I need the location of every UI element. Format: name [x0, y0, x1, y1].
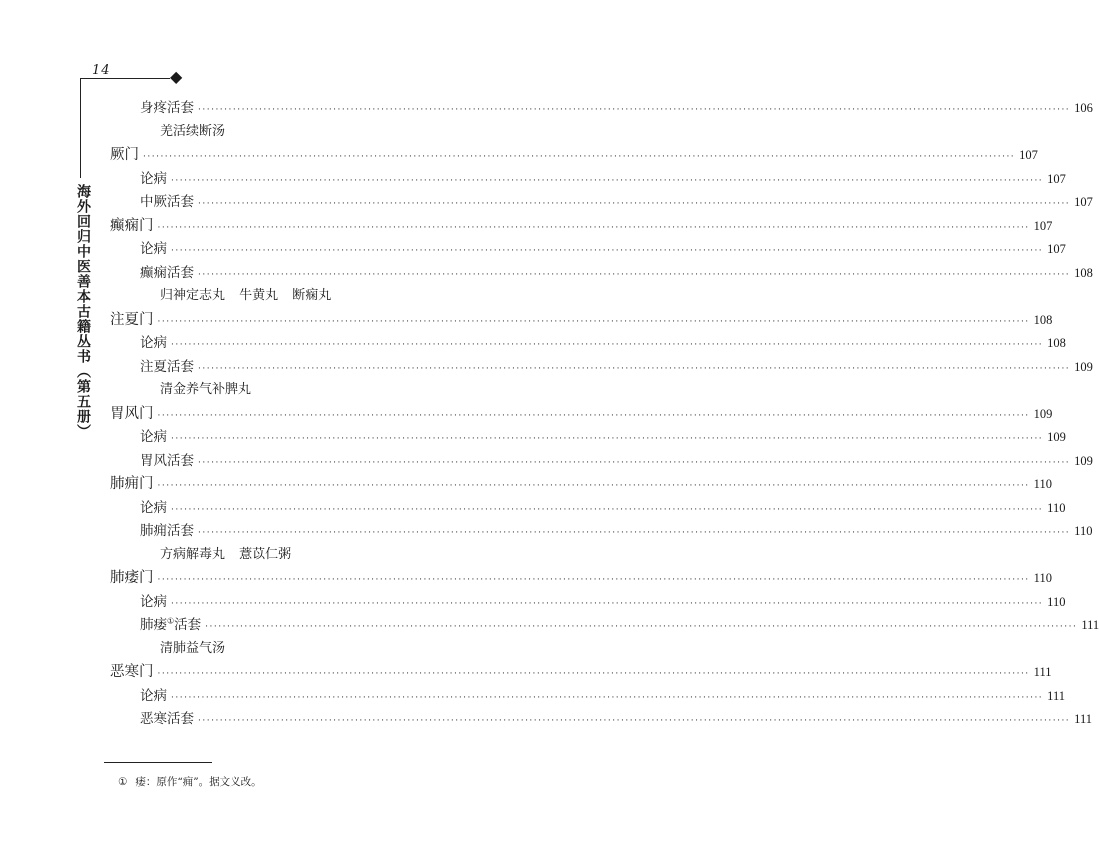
toc-label: 胃风门: [110, 405, 154, 422]
toc-entry-row: [140, 684, 1065, 706]
toc-page-number: 107: [1033, 218, 1053, 233]
footnote-rule: [104, 762, 212, 763]
leader-dots: ········································································································································································································: [143, 152, 1016, 162]
formula-line: 方病解毒丸 薏苡仁粥: [160, 546, 292, 562]
toc-label: 中厥活套: [140, 194, 194, 210]
toc-label: 论病: [140, 429, 167, 445]
leader-dots: ········································································································································································································: [171, 340, 1044, 350]
toc-entry-row: [140, 449, 1093, 471]
toc-page-number: 110: [1033, 571, 1052, 585]
toc-section-row: [110, 214, 1053, 236]
leader-dots: ········································································································································································································: [157, 316, 1030, 327]
leader-dots: ········································································································································································································: [198, 105, 1071, 115]
toc-entry-row: [140, 190, 1093, 212]
toc-entry-row: [140, 425, 1066, 447]
toc-label: 身疼活套: [140, 100, 194, 116]
toc-section-row: [110, 308, 1053, 330]
toc-section-row: [110, 472, 1052, 494]
toc-label: 论病: [140, 170, 167, 187]
formula-line: 清肺益气汤: [160, 640, 226, 656]
toc-label: 胃风活套: [140, 452, 194, 469]
footnote: [118, 774, 262, 789]
diamond-ornament-icon: ◆: [170, 67, 183, 86]
toc-page-number: 108: [1047, 336, 1066, 350]
toc-page-number: 108: [1033, 312, 1053, 327]
toc-page-number: 106: [1074, 101, 1093, 115]
formula-line: 清金养气补脾丸: [160, 382, 252, 397]
toc-section-row: [110, 402, 1053, 424]
formula-line: 归神定志丸 牛黄丸 断痫丸: [160, 288, 332, 303]
leader-dots: ········································································································································································································: [198, 199, 1071, 209]
toc-label: 恶寒活套: [140, 711, 194, 727]
toc-label: 论病: [140, 687, 167, 704]
side-title: 海外回归中医善本古籍丛书（第五册）: [75, 184, 91, 439]
toc-page-number: 110: [1047, 594, 1066, 609]
toc-label: 肺痈活套: [140, 523, 194, 539]
formula-line: 羌活续断汤: [160, 123, 226, 139]
toc-entry-row: [140, 590, 1066, 612]
leader-dots: ········································································································································································································: [171, 504, 1044, 515]
toc-entry-row: [140, 496, 1066, 518]
toc-page-number: 109: [1047, 430, 1066, 444]
toc-page-number: 109: [1074, 453, 1093, 468]
header-rule: [80, 78, 170, 79]
toc-label: 厥门: [110, 147, 139, 163]
footnote-text: 痿：原作“痈”。据文义改。: [135, 776, 262, 788]
leader-dots: ········································································································································································································: [171, 692, 1044, 703]
toc-entry-row: [140, 167, 1066, 189]
toc-page-number: 109: [1074, 359, 1093, 374]
toc-page-number: 109: [1033, 406, 1053, 421]
toc-entry-row: [140, 355, 1093, 377]
toc-page-number: 110: [1074, 524, 1093, 538]
footnote-mark: ①: [118, 776, 128, 788]
toc-entry-row: [140, 613, 1099, 635]
toc-section-row: [110, 143, 1038, 165]
leader-dots: ········································································································································································································: [171, 246, 1044, 256]
toc-label: 注夏门: [110, 311, 154, 328]
toc-page-number: 107: [1047, 171, 1066, 186]
toc-page-number: 111: [1047, 688, 1065, 703]
toc-page-number: 107: [1074, 195, 1093, 209]
toc-label: 论病: [140, 499, 167, 516]
leader-dots: ········································································································································································································: [157, 669, 1030, 679]
toc-label: 癫痫门: [110, 217, 154, 234]
toc-page-number: 108: [1074, 265, 1093, 280]
leader-dots: ········································································································································································································: [157, 222, 1030, 233]
toc-label: 论病: [140, 335, 167, 351]
footnote-reference: ①: [167, 616, 175, 626]
leader-dots: ········································································································································································································: [198, 363, 1071, 374]
toc-section-row: [110, 566, 1052, 588]
toc-label: 论病: [140, 241, 167, 257]
toc-page-number: 111: [1081, 618, 1099, 632]
leader-dots: ········································································································································································································: [171, 598, 1044, 609]
toc-entry-row: [140, 519, 1093, 541]
toc-label: 恶寒门: [110, 664, 154, 680]
toc-label: 肺痈门: [110, 476, 154, 492]
side-rule: [80, 78, 81, 178]
toc-label: 肺痿①活套: [140, 616, 202, 633]
toc-entry-row: [140, 96, 1093, 118]
toc-label: 注夏活套: [140, 358, 194, 375]
toc-page-number: 107: [1019, 148, 1038, 162]
toc-label: 论病: [140, 593, 167, 610]
toc-page-number: 111: [1033, 665, 1052, 679]
leader-dots: ········································································································································································································: [157, 410, 1030, 421]
page-number: 14: [92, 63, 111, 78]
leader-dots: ········································································································································································································: [198, 528, 1071, 538]
toc-entry-row: [140, 261, 1093, 283]
leader-dots: ········································································································································································································: [205, 622, 1078, 632]
toc-label: 癫痫活套: [140, 264, 194, 281]
toc-entry-row: [140, 237, 1066, 259]
toc-entry-row: [140, 707, 1092, 729]
toc-page-number: 107: [1047, 242, 1066, 256]
toc-label: 肺痿门: [110, 570, 154, 586]
toc-entry-row: [140, 331, 1066, 353]
leader-dots: ········································································································································································································: [171, 434, 1044, 444]
leader-dots: ········································································································································································································: [157, 575, 1030, 585]
leader-dots: ········································································································································································································: [198, 269, 1071, 280]
toc-page-number: 111: [1074, 712, 1092, 726]
toc-page-number: 110: [1033, 477, 1052, 491]
toc-page-number: 110: [1047, 500, 1066, 515]
leader-dots: ········································································································································································································: [157, 481, 1030, 491]
leader-dots: ········································································································································································································: [198, 457, 1071, 468]
leader-dots: ········································································································································································································: [198, 716, 1071, 726]
leader-dots: ········································································································································································································: [171, 175, 1044, 186]
toc-section-row: [110, 660, 1052, 682]
